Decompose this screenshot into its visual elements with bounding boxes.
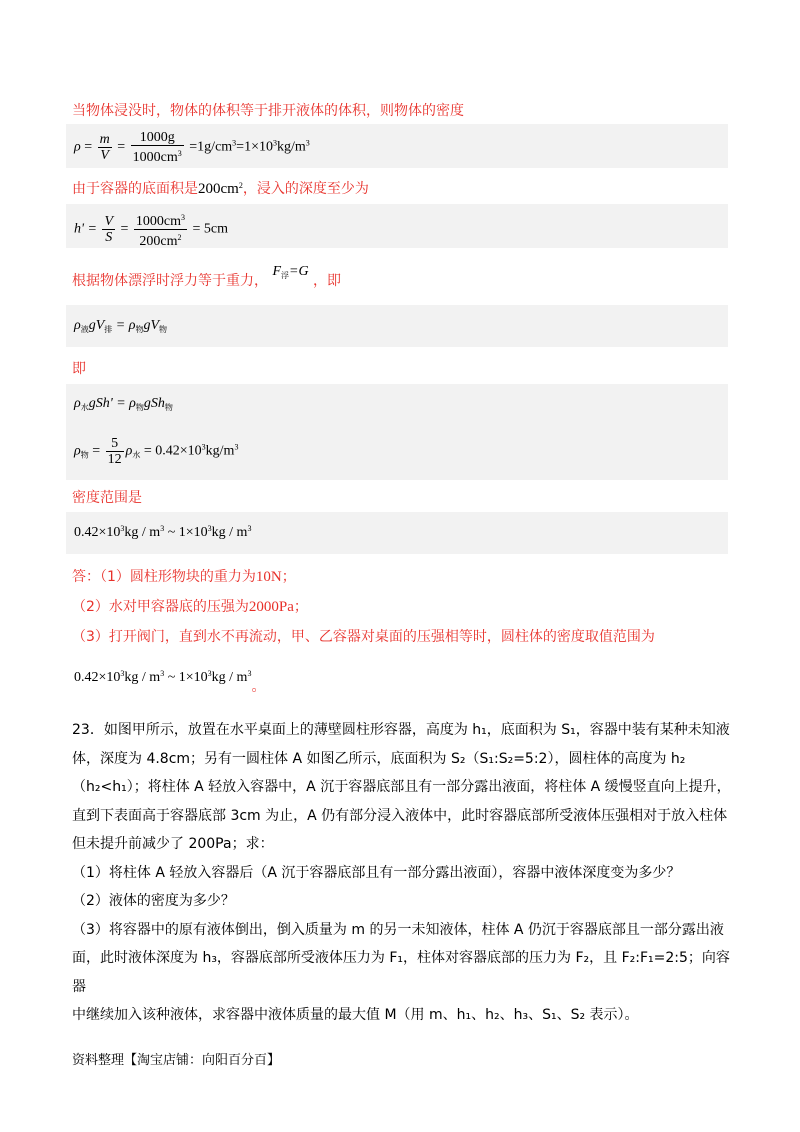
formula-box-float [66,305,728,347]
depth-formula: h' = $\frac{V}{S}$ = $\frac{1000cm^3}{200cm^2}$ = 5cm [74,210,228,249]
answer-3-range: $0.42\times 10^3kg / m^3$ ~ $1\times 10^3kg / m^3$。 [74,669,266,695]
q23-line-10: 中继续加入该种液体，求容器中液体质量的最大值 M（用 m、h₁、h₂、h₃、S₁、S₂ 表示）。 [72,1007,639,1023]
density-formula: ρ = $\frac{m}{V}$ = $\frac{1000g}{1000cm^3}$ $=1g/cm^3=1\times 10^3kg/m^3$ [74,130,310,165]
q23-line-7: （2）液体的密度为多少？ [72,893,235,909]
solution-line-2: 由于容器的底面积是$200cm^2$，浸入的深度至少为 [72,181,369,197]
answer-2: （2）水对甲容器底的压强为2000Pa； [72,599,308,615]
formula-box-ratio [66,384,728,480]
q23-line-1: 23．如图甲所示，放置在水平桌面上的薄壁圆柱形容器，高度为 h₁，底面积为 S₁，容器中装有某种未知液 [72,722,730,738]
range-formula: $0.42\times 10^3kg / m^3$ ~ $1\times 10^3kg / m^3$ [74,524,252,540]
solution-line-4: 即 [72,361,86,377]
q23-line-3: （h₂<h₁）；将柱体 A 轻放入容器中，A 沉于容器底部且有一部分露出液面，将柱体 A 缓慢竖直向上提升， [72,779,731,795]
q23-line-8: （3）将容器中的原有液体倒出，倒入质量为 m 的另一未知液体，柱体 A 仍沉于容器底部且一部分露出液 [72,921,724,938]
solution-line-5: 密度范围是 [72,490,142,506]
formula-box-depth [66,204,728,248]
float-formula: $\rho_液gV_排 = \rho_物gV_物$ [74,318,168,334]
ratio-formula-1: $\rho_水gSh' = \rho_物gSh_物$ [74,396,173,412]
q23-line-4: 直到下表面高于容器底部 3cm 为止，A 仍有部分浸入液体中，此时容器底部所受液体压强相对于放入柱体 [72,807,728,824]
q23-line-5: 但未提升前减少了 200Pa；求： [72,836,274,852]
q23-line-2: 体，深度为 4.8cm；另有一圆柱体 A 如图乙所示，底面积为 S₂（S₁:S₂=5:2），圆柱体的高度为 h₂ [72,750,686,767]
formula-box-range [66,512,728,554]
formula-box-density [66,124,728,168]
solution-line-1: 当物体浸没时，物体的体积等于排开液体的体积，则物体的密度 [72,103,464,119]
solution-line-3: 根据物体漂浮时浮力等于重力， $F_浮=G$ ，即 [72,264,342,289]
q23-line-9: 面，此时液体深度为 h₃，容器底部所受液体压力为 F₁，柱体对容器底部的压力为 F₂，且 F₂:F₁=2:5；向容器 [72,950,730,995]
footer-note: 资料整理【淘宝店铺：向阳百分百】 [72,1053,281,1068]
ratio-formula-2: $\rho_物$ = $\frac{5}{12}$ $\rho_水 = 0.42\times 10^3kg/m^3$ [74,436,239,467]
question-23 [72,716,732,1030]
answer-1: 答：（1）圆柱形物块的重力为10N； [72,569,296,585]
answer-3: （3）打开阀门，直到水不再流动，甲、乙容器对桌面的压强相等时，圆柱体的密度取值范围为 [72,629,655,645]
q23-line-6: （1）将柱体 A 轻放入容器后（A 沉于容器底部且有一部分露出液面），容器中液体深度变为多少？ [72,864,681,881]
